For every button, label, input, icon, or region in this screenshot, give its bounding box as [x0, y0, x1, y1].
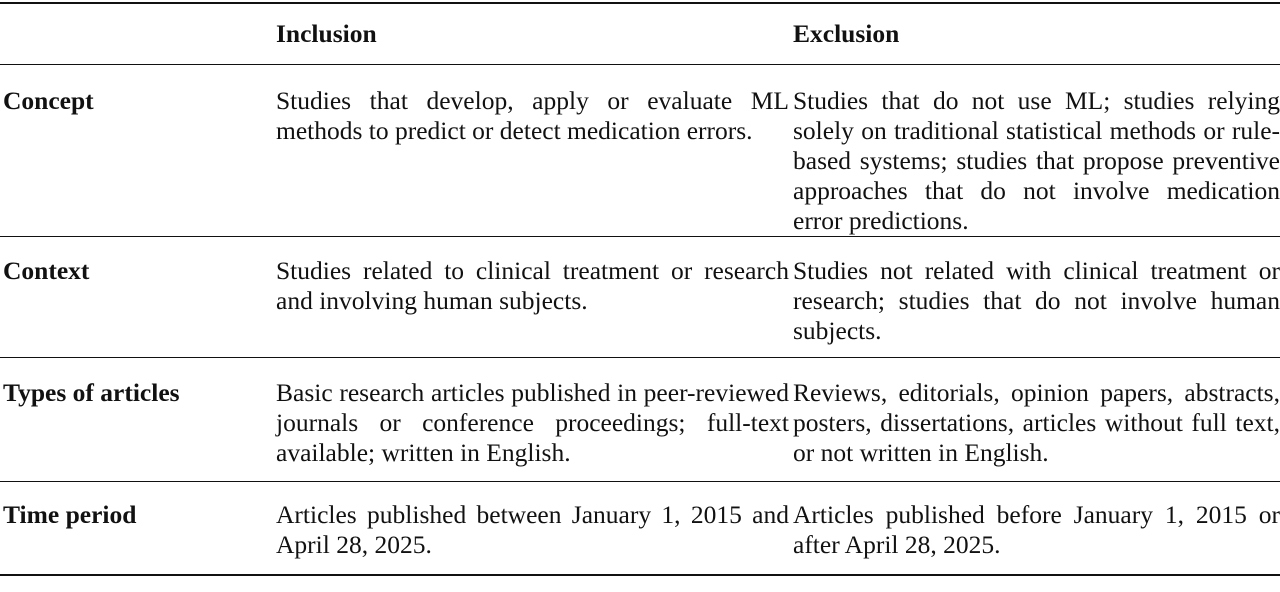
table-body	[0, 65, 1280, 575]
row-label: Concept	[3, 86, 94, 115]
row-label: Context	[3, 256, 90, 285]
exclusion-cell: Articles published before January 1, 2015 or after April 28, 2025.	[793, 500, 1280, 559]
row-label: Types of articles	[3, 378, 180, 407]
table-row-concept	[0, 65, 1280, 237]
inclusion-cell: Studies that develop, apply or evaluate ML methods to predict or detect medication errors.	[276, 86, 789, 145]
table-row-types-of-articles	[0, 358, 1280, 482]
inclusion-exclusion-criteria-table	[0, 2, 1280, 576]
table-row-time-period	[0, 482, 1280, 575]
header-inclusion: Inclusion	[276, 19, 377, 48]
inclusion-cell: Basic research articles published in peer-reviewed journals or conference proceedings; full-text available; written in English.	[276, 378, 789, 467]
header-exclusion: Exclusion	[793, 19, 900, 48]
exclusion-cell: Reviews, editorials, opinion papers, abstracts, posters, dissertations, articles without full text, or not written in English.	[793, 378, 1280, 467]
exclusion-cell: Studies not related with clinical treatment or research; studies that do not involve human subjects.	[793, 256, 1280, 345]
table-header	[0, 3, 1280, 65]
exclusion-cell: Studies that do not use ML; studies relying solely on traditional statistical methods or rule-based systems; studies that propose preventive approaches that do not involve medication error predictions.	[793, 86, 1280, 235]
inclusion-cell: Studies related to clinical treatment or research and involving human subjects.	[276, 256, 789, 315]
table-row-context	[0, 237, 1280, 358]
header-row	[0, 3, 1280, 65]
inclusion-cell: Articles published between January 1, 2015 and April 28, 2025.	[276, 500, 789, 559]
header-criterion	[0, 3, 276, 65]
row-label: Time period	[3, 500, 137, 529]
